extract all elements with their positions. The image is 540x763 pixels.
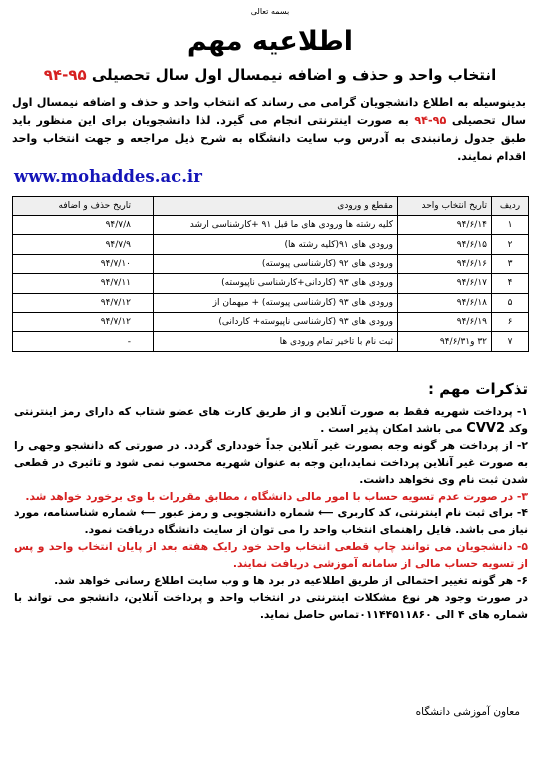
- table-row: [13, 293, 529, 312]
- section: ورودی های ۹۱(کلیه رشته ها): [154, 235, 398, 254]
- invocation: بسمه تعالی: [250, 7, 290, 16]
- add-drop-date: -: [13, 332, 154, 351]
- note-4: [14, 505, 528, 539]
- table-row: [13, 235, 529, 254]
- signature: معاون آموزشی دانشگاه: [415, 706, 520, 718]
- website-link[interactable]: www.mohaddes.ac.ir: [14, 167, 202, 186]
- intro-text-2: به صورت اینترنتی انجام می گیرد. لذا دانشجویان برای این منظور باید طبق جدول زمانبندی به آدرس وب سایت دانشگاه به شرح ذیل مراجعه و جهت انتخاب واحد اقدام نمایند.: [12, 114, 526, 163]
- intro-paragraph: [12, 94, 526, 166]
- page-title: اطلاعیه مهم: [186, 26, 354, 57]
- row-number: ۵: [492, 293, 529, 312]
- section: ورودی های ۹۳ (کاردانی+کارشناسی ناپیوسته): [154, 274, 398, 293]
- note-4-text-a: ۴- برای ثبت نام اینترنتی، کد کاربری: [337, 506, 528, 520]
- table-row: [13, 274, 529, 293]
- selection-date: ۹۴/۶/۱۷: [398, 274, 492, 293]
- note-5: ۵- دانشجویان می توانند چاپ قطعی انتخاب واحد خود رایک هفته بعد از پایان انتخاب واحد و پس از تسویه حساب مالی از سامانه آموزشی دریافت نمایند.: [14, 540, 528, 571]
- table-header-row: [13, 197, 529, 216]
- row-number: ۱: [492, 216, 529, 235]
- subtitle-year: ۹۵-۹۴: [43, 66, 87, 84]
- add-drop-date: ۹۴/۷/۱۰: [13, 254, 154, 273]
- section: ثبت نام با تاخیر تمام ورودی ها: [154, 332, 398, 351]
- selection-date: ۹۴/۶/۱۹: [398, 312, 492, 331]
- section: ورودی های ۹۳ (کارشناسی ناپیوسته+ کاردانی): [154, 312, 398, 331]
- intro-text-1: بدینوسیله به اطلاع دانشجویان گرامی می رساند که انتخاب واحد و حذف و اضافه نیمسال اول سال تحصیلی: [12, 96, 526, 127]
- table-row: [13, 332, 529, 351]
- header-section: مقطع و ورودی: [154, 197, 398, 216]
- header-selection-date: تاریخ انتخاب واحد: [398, 197, 492, 216]
- arrow-icon: ⟵: [140, 506, 157, 520]
- selection-date: ۹۴/۶/۱۴: [398, 216, 492, 235]
- note-7: در صورت وجود هر نوع مشکلات اینترنتی در انتخاب واحد و پرداخت آنلاین، دانشجو می تواند با شماره های ۴ الی ۰۱۱۴۴۵۱۱۸۶۰تماس حاصل نماید.: [14, 590, 528, 621]
- add-drop-date: ۹۴/۷/۸: [13, 216, 154, 235]
- note-4-text-b: شماره دانشجویی و رمز عبور: [159, 506, 315, 520]
- note-1-text-a: ۱- پرداخت شهریه فقط به صورت آنلاین و از طریق کارت های عضو شتاب که دارای رمز اینترنتی وکد: [14, 405, 528, 435]
- selection-date: ۳۲ و۹۴/۶/۳۱: [398, 332, 492, 351]
- note-6: ۶- هر گونه تغییر احتمالی از طریق اطلاعیه در برد ها و وب سایت اطلاع رسانی خواهد شد.: [54, 574, 528, 588]
- section: کلیه رشته ها ورودی های ما قبل ۹۱ +کارشناسی ارشد: [154, 216, 398, 235]
- schedule-table: [12, 196, 529, 352]
- note-1: [14, 404, 528, 438]
- selection-date: ۹۴/۶/۱۶: [398, 254, 492, 273]
- note-4-text-c: شماره شناسنامه، مورد نیاز می باشد. فایل راهنمای انتخاب واحد را می توان از سایت دانشگاه دریافت نمود.: [14, 506, 528, 537]
- section: ورودی های ۹۳ (کارشناسی پیوسته) + میهمان از: [154, 293, 398, 312]
- row-number: ۷: [492, 332, 529, 351]
- note-2: ۲- از پرداخت هر گونه وجه بصورت غیر آنلاین جداً خودداری گردد. در صورتی که دانشجو وجهی را به صورت غیر آنلاین پرداخت نماید،این وجه به عنوان شهریه محسوب نمی شود و تاثیری در قطعی شدن ثبت نام وی نخواهد داشت.: [14, 438, 528, 486]
- intro-year: ۹۵-۹۴: [414, 114, 447, 127]
- add-drop-date: ۹۴/۷/۱۲: [13, 293, 154, 312]
- notes-title: تذکرات مهم :: [428, 380, 528, 398]
- table-row: [13, 312, 529, 331]
- add-drop-date: ۹۴/۷/۹: [13, 235, 154, 254]
- arrow-icon: ⟵: [318, 506, 334, 520]
- add-drop-date: ۹۴/۷/۱۱: [13, 274, 154, 293]
- note-1-text-b: می باشد امکان پذیر است .: [320, 421, 463, 435]
- cvv2-code: CVV2: [466, 420, 505, 436]
- row-number: ۶: [492, 312, 529, 331]
- row-number: ۴: [492, 274, 529, 293]
- notes-list: [14, 404, 528, 624]
- subtitle-text: انتخاب واحد و حذف و اضافه نیمسال اول سال تحصیلی: [91, 66, 497, 84]
- table-row: [13, 216, 529, 235]
- add-drop-date: ۹۴/۷/۱۲: [13, 312, 154, 331]
- section: ورودی های ۹۲ (کارشناسی پیوسته): [154, 254, 398, 273]
- page-subtitle: [40, 66, 500, 84]
- selection-date: ۹۴/۶/۱۵: [398, 235, 492, 254]
- row-number: ۲: [492, 235, 529, 254]
- header-row-number: ردیف: [492, 197, 529, 216]
- selection-date: ۹۴/۶/۱۸: [398, 293, 492, 312]
- row-number: ۳: [492, 254, 529, 273]
- header-add-drop-date: تاریخ حذف و اضافه: [13, 197, 154, 216]
- table-row: [13, 254, 529, 273]
- note-3: ۳- در صورت عدم تسویه حساب با امور مالی دانشگاه ، مطابق مقررات با وی برخورد خواهد شد.: [25, 489, 528, 503]
